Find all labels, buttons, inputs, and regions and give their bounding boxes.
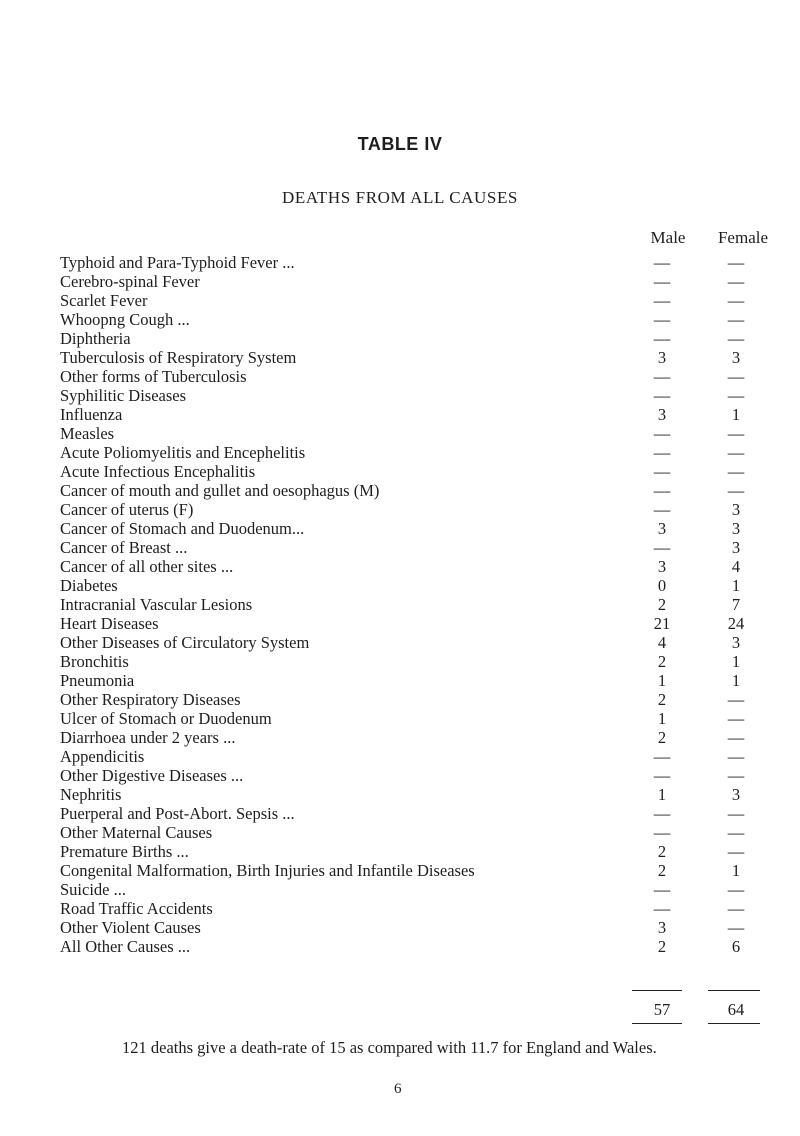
total-rule-bottom-male (632, 1023, 682, 1024)
table-row (60, 747, 760, 766)
footnote: 121 deaths give a death-rate of 15 as compared with 11.7 for England and Wales. (122, 1038, 657, 1057)
male-count: — (653, 899, 671, 918)
cause-label: Whoopng Cough ... (60, 310, 190, 329)
cause-label: Premature Births ... (60, 842, 189, 861)
table-row (60, 690, 760, 709)
male-count: 3 (657, 918, 667, 937)
female-count: — (727, 253, 745, 272)
male-count: 2 (657, 652, 667, 671)
cause-label: Scarlet Fever (60, 291, 148, 310)
cause-label: Appendicitis (60, 747, 145, 766)
male-count: 3 (657, 557, 667, 576)
table-row (60, 500, 760, 519)
cause-label: Puerperal and Post-Abort. Sepsis ... (60, 804, 295, 823)
female-count: — (727, 747, 745, 766)
female-count: — (727, 804, 745, 823)
male-count: 1 (657, 671, 667, 690)
male-count: — (653, 538, 671, 557)
cause-label: Bronchitis (60, 652, 129, 671)
table-row (60, 614, 760, 633)
cause-label: Measles (60, 424, 115, 443)
cause-label: Diabetes (60, 576, 118, 595)
table-row (60, 557, 760, 576)
total-female: 64 (727, 1000, 745, 1019)
table-row (60, 462, 760, 481)
column-header-male: Male (650, 228, 686, 247)
causes-table (60, 253, 760, 956)
female-count: 1 (731, 861, 741, 880)
male-count: — (653, 386, 671, 405)
male-count: — (653, 443, 671, 462)
female-count: 3 (731, 519, 741, 538)
male-count: 3 (657, 519, 667, 538)
table-row (60, 595, 760, 614)
male-count: — (653, 367, 671, 386)
cause-label: Cancer of uterus (F) (60, 500, 194, 519)
female-count: — (727, 291, 745, 310)
cause-label: Cancer of Breast ... (60, 538, 188, 557)
cause-label: Other Diseases of Circulatory System (60, 633, 310, 652)
table-row (60, 576, 760, 595)
female-count: 1 (731, 652, 741, 671)
cause-label: Cerebro-spinal Fever (60, 272, 200, 291)
male-count: — (653, 747, 671, 766)
female-count: 3 (731, 785, 741, 804)
female-count: 6 (731, 937, 741, 956)
total-rule-top-male (632, 990, 682, 991)
female-count: — (727, 766, 745, 785)
male-count: 21 (653, 614, 671, 633)
cause-label: Acute Poliomyelitis and Encephelitis (60, 443, 306, 462)
female-count: — (727, 329, 745, 348)
cause-label: All Other Causes ... (60, 937, 191, 956)
total-male: 57 (653, 1000, 671, 1019)
male-count: 1 (657, 709, 667, 728)
cause-label: Cancer of all other sites ... (60, 557, 234, 576)
table-row (60, 291, 760, 310)
male-count: 1 (657, 785, 667, 804)
cause-label: Heart Diseases (60, 614, 159, 633)
female-count: 3 (731, 633, 741, 652)
female-count: 3 (731, 500, 741, 519)
table-heading: TABLE IV (357, 134, 443, 154)
male-count: — (653, 310, 671, 329)
table-row (60, 918, 760, 937)
female-count: — (727, 842, 745, 861)
cause-label: Influenza (60, 405, 123, 424)
male-count: — (653, 329, 671, 348)
table-row (60, 785, 760, 804)
male-count: — (653, 481, 671, 500)
page-number: 6 (394, 1081, 402, 1097)
male-count: 0 (657, 576, 667, 595)
male-count: — (653, 500, 671, 519)
male-count: 2 (657, 937, 667, 956)
male-count: — (653, 291, 671, 310)
male-count: 4 (657, 633, 667, 652)
table-row (60, 937, 760, 956)
cause-label: Congenital Malformation, Birth Injuries and Infantile Diseases (60, 861, 475, 880)
female-count: 1 (731, 576, 741, 595)
cause-label: Intracranial Vascular Lesions (60, 595, 253, 614)
female-count: — (727, 918, 745, 937)
cause-label: Tuberculosis of Respiratory System (60, 348, 297, 367)
female-count: — (727, 310, 745, 329)
male-count: 2 (657, 861, 667, 880)
table-row (60, 861, 760, 880)
female-count: — (727, 443, 745, 462)
female-count: — (727, 481, 745, 500)
cause-label: Ulcer of Stomach or Duodenum (60, 709, 272, 728)
cause-label: Cancer of mouth and gullet and oesophagus (M) (60, 481, 380, 500)
female-count: 3 (731, 348, 741, 367)
table-row (60, 842, 760, 861)
male-count: — (653, 823, 671, 842)
female-count: — (727, 367, 745, 386)
female-count: — (727, 690, 745, 709)
cause-label: Cancer of Stomach and Duodenum... (60, 519, 305, 538)
male-count: — (653, 880, 671, 899)
total-rule-top-female (708, 990, 760, 991)
female-count: — (727, 823, 745, 842)
table-row (60, 481, 760, 500)
male-count: 2 (657, 728, 667, 747)
table-row (60, 519, 760, 538)
table-row (60, 728, 760, 747)
cause-label: Other forms of Tuberculosis (60, 367, 247, 386)
cause-label: Typhoid and Para-Typhoid Fever ... (60, 253, 295, 272)
cause-label: Pneumonia (60, 671, 135, 690)
table-row (60, 329, 760, 348)
cause-label: Diphtheria (60, 329, 131, 348)
table-row (60, 766, 760, 785)
male-count: 3 (657, 348, 667, 367)
female-count: — (727, 462, 745, 481)
male-count: — (653, 462, 671, 481)
cause-label: Syphilitic Diseases (60, 386, 187, 405)
female-count: — (727, 880, 745, 899)
table-row (60, 880, 760, 899)
cause-label: Other Violent Causes (60, 918, 201, 937)
table-row (60, 272, 760, 291)
cause-label: Other Digestive Diseases ... (60, 766, 244, 785)
table-row (60, 899, 760, 918)
female-count: 4 (731, 557, 741, 576)
female-count: — (727, 272, 745, 291)
table-row (60, 804, 760, 823)
male-count: — (653, 766, 671, 785)
table-row (60, 709, 760, 728)
table-row (60, 348, 760, 367)
table-title: DEATHS FROM ALL CAUSES (282, 188, 518, 207)
table-row (60, 538, 760, 557)
column-header-female: Female (717, 228, 769, 247)
female-count: 1 (731, 671, 741, 690)
cause-label: Other Maternal Causes (60, 823, 213, 842)
table-row (60, 253, 760, 272)
female-count: 3 (731, 538, 741, 557)
male-count: — (653, 253, 671, 272)
male-count: — (653, 804, 671, 823)
male-count: — (653, 424, 671, 443)
female-count: — (727, 899, 745, 918)
female-count: 7 (731, 595, 741, 614)
table-row (60, 823, 760, 842)
table-row (60, 671, 760, 690)
female-count: — (727, 709, 745, 728)
cause-label: Other Respiratory Diseases (60, 690, 241, 709)
cause-label: Nephritis (60, 785, 122, 804)
table-row (60, 633, 760, 652)
cause-label: Diarrhoea under 2 years ... (60, 728, 236, 747)
table-row (60, 443, 760, 462)
table-row (60, 424, 760, 443)
table-row (60, 405, 760, 424)
male-count: 2 (657, 842, 667, 861)
total-rule-bottom-female (708, 1023, 760, 1024)
female-count: 24 (727, 614, 745, 633)
male-count: 2 (657, 595, 667, 614)
female-count: — (727, 386, 745, 405)
cause-label: Acute Infectious Encephalitis (60, 462, 256, 481)
cause-label: Road Traffic Accidents (60, 899, 213, 918)
male-count: — (653, 272, 671, 291)
female-count: — (727, 424, 745, 443)
cause-label: Suicide ... (60, 880, 126, 899)
female-count: 1 (731, 405, 741, 424)
male-count: 3 (657, 405, 667, 424)
table-row (60, 652, 760, 671)
table-row (60, 367, 760, 386)
table-row (60, 386, 760, 405)
male-count: 2 (657, 690, 667, 709)
female-count: — (727, 728, 745, 747)
table-row (60, 310, 760, 329)
